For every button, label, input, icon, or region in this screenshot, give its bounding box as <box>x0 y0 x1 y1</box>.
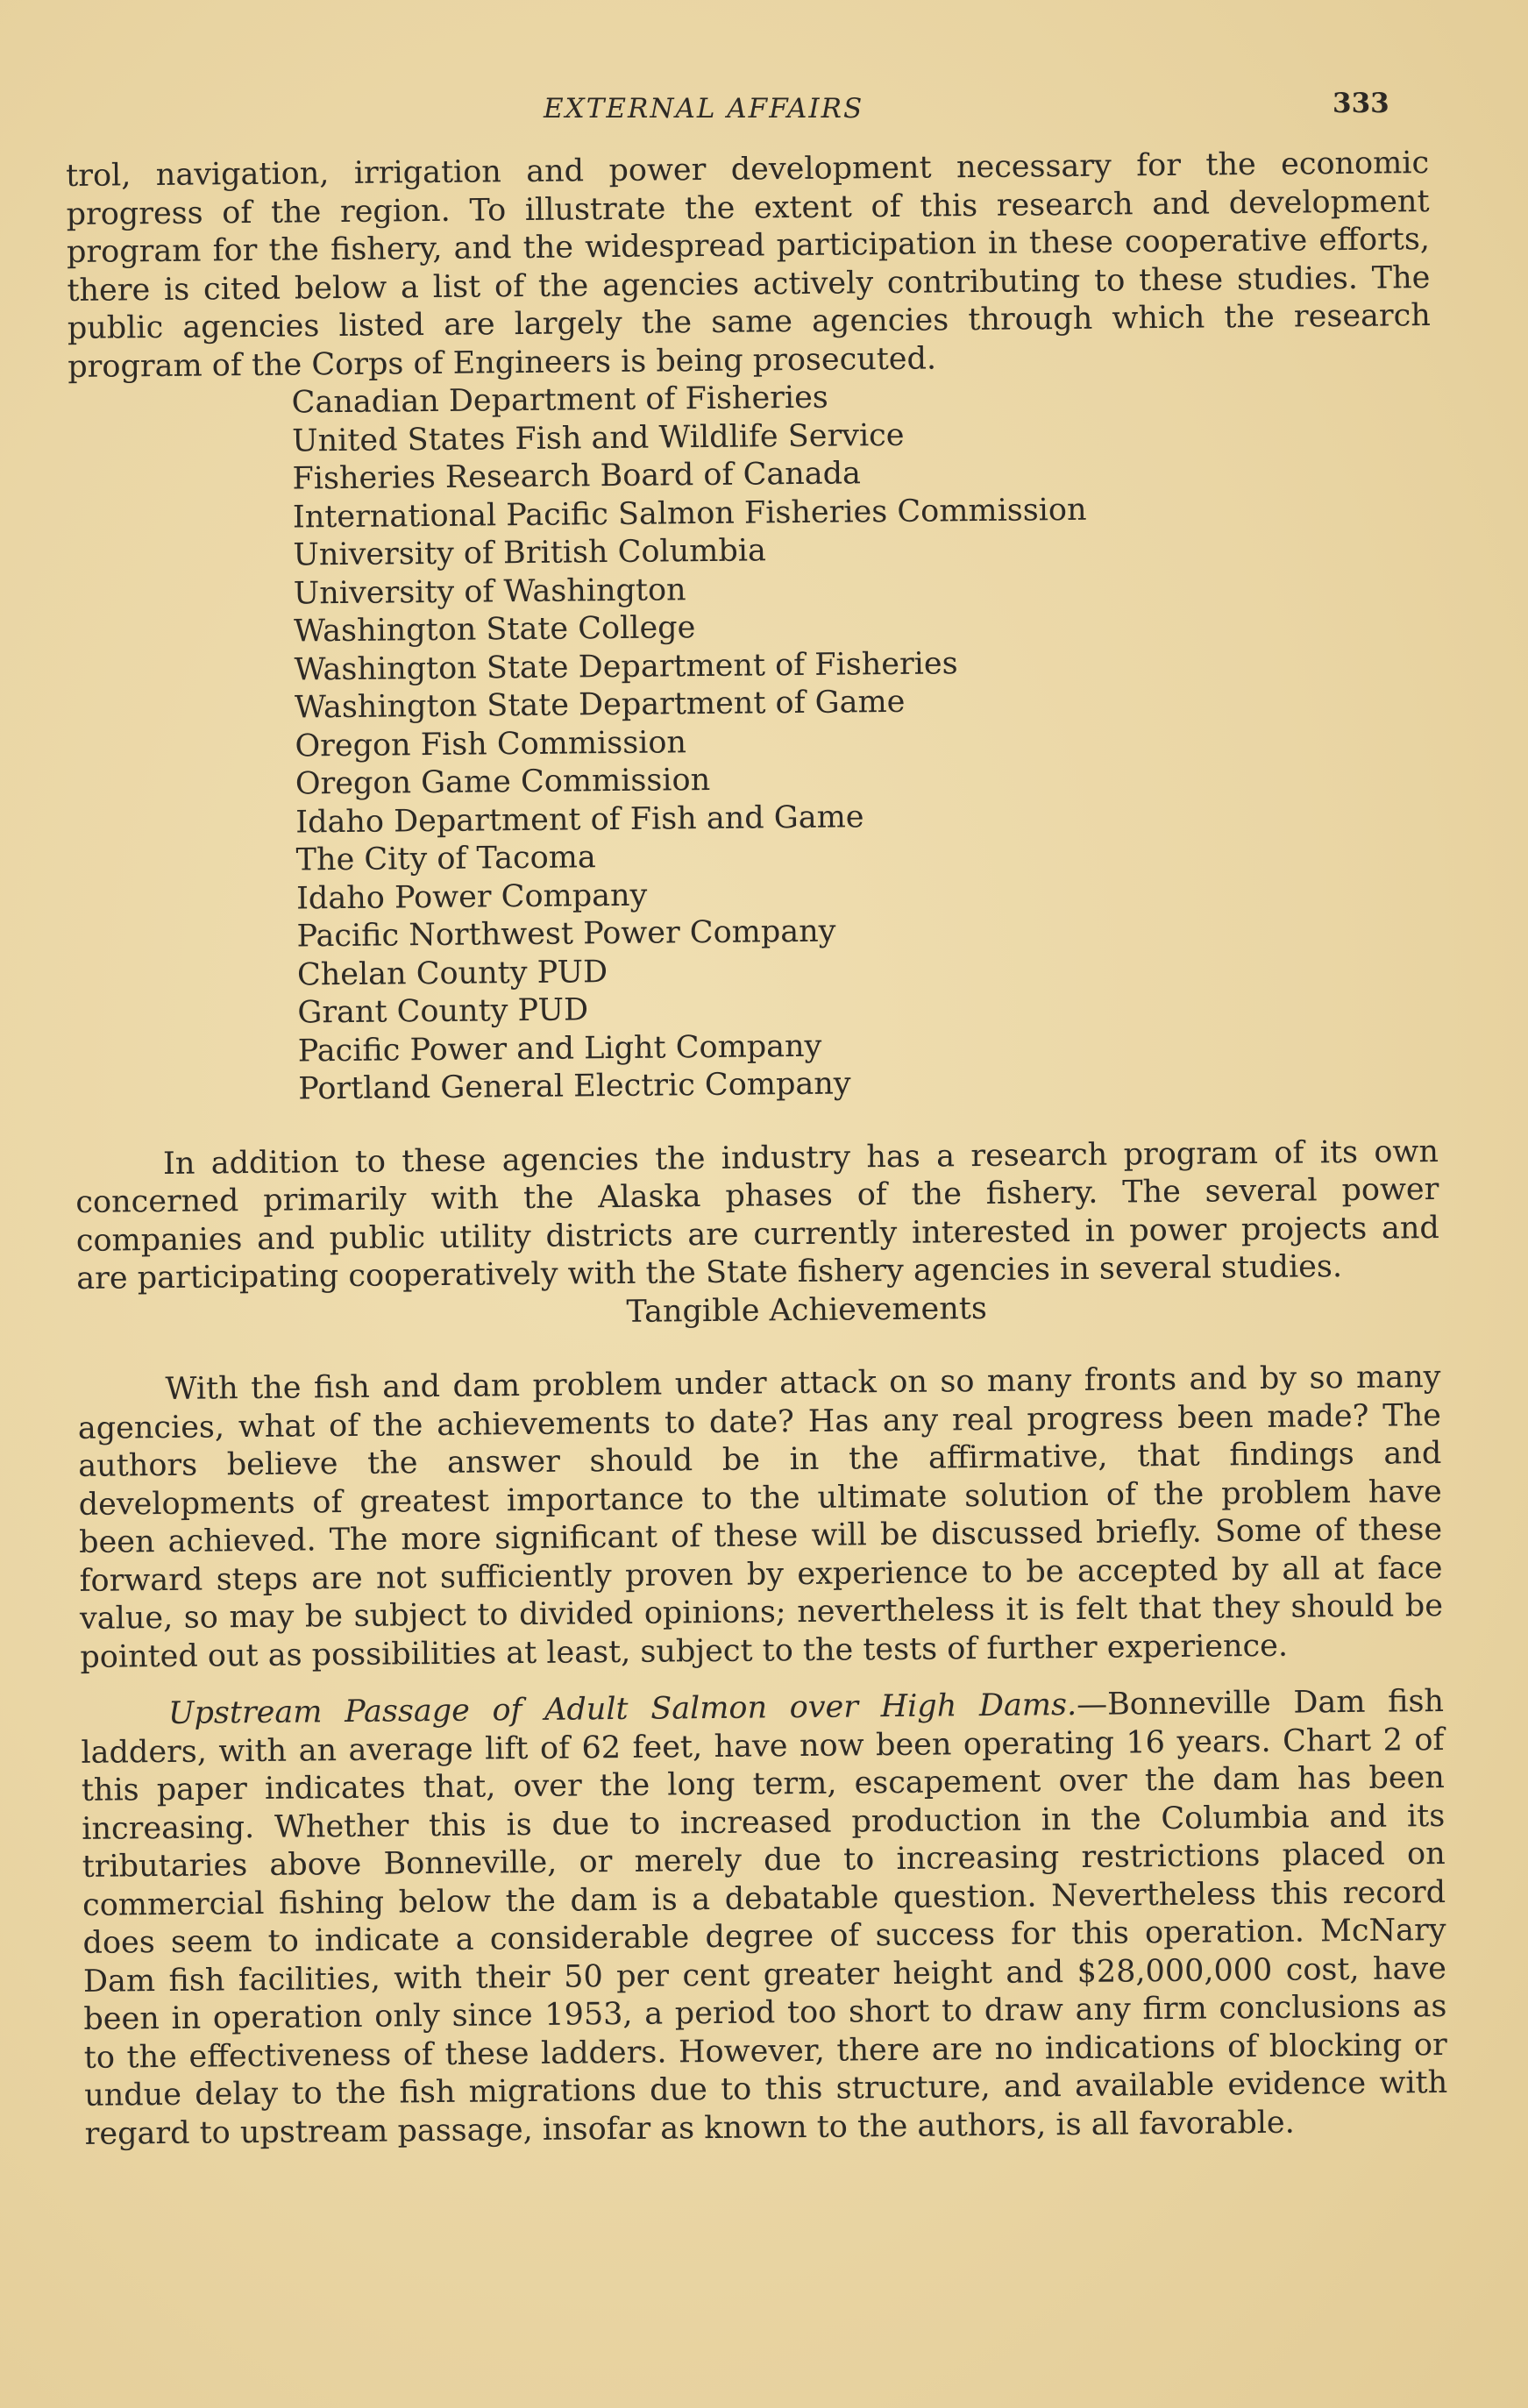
page-number: 333 <box>1333 88 1389 119</box>
agency-list <box>291 373 1438 1109</box>
list-item: Pacific Northwest Power Company <box>296 913 836 955</box>
running-head: EXTERNAL AFFAIRS <box>544 93 864 124</box>
list-item: Oregon Game Commission <box>295 762 711 802</box>
list-item: Fisheries Research Board of Canada <box>292 456 862 497</box>
list-item: United States Fish and Wildlife Service <box>291 417 905 459</box>
list-item: Grant County PUD <box>297 992 589 1031</box>
intro-paragraph: trol, navigation, irrigation and power development necessary for the economic progress of the region. To illustrate the extent of this research and development program for the fishery, and the widespread participation in these cooperative efforts, there is cited below a list of the agencies actively contributing to these studies. The public agencies listed are largely the same agencies through which the research program of the Corps of Engineers is being prosecuted. <box>66 146 1431 385</box>
upstream-passage-paragraph <box>81 1683 1448 2154</box>
page-header <box>0 88 1528 131</box>
list-item: University of Washington <box>293 572 686 612</box>
list-item: Washington State College <box>294 610 696 650</box>
list-item: University of British Columbia <box>293 533 767 573</box>
list-item: Portland General Electric Company <box>298 1066 851 1107</box>
list-item: Oregon Fish Commission <box>295 724 687 764</box>
list-item: Idaho Power Company <box>295 877 648 917</box>
upstream-passage-text: —Bonneville Dam fish ladders, with an average lift of 62 feet, have now been operating 16 years. Chart 2 of this paper indicates that, over the long term, escapement over the dam has been increasing. Whether this is due to increased production in the Columbia and its tributaries above Bonneville, or merely due to increasing restrictions placed on commercial fishing below the dam is a debatable question. Nevertheless this record does seem to indicate a considerable degree of success for this operation. McNary Dam fish facilities, with their 50 per cent greater height and $28,000,000 cost, have been in operation only since 1953, a period too short to draw any firm conclusions as to the effectiveness of these ladders. However, there are no indications of blocking or undue delay to the fish migrations due to this structure, and available evidence with regard to upstream passage, insofar as known to the authors, is all favorable. <box>81 1683 1448 2152</box>
industry-paragraph: In addition to these agencies the industry has a research program of its own concerned primarily with the Alaska phases of the fishery. The several power companies and public utility districts are currently interested in power projects and are participating cooperatively with the State fishery agencies in several studies. <box>75 1133 1439 1296</box>
run-in-title: Upstream Passage of Adult Salmon over High Dams. <box>167 1687 1077 1731</box>
list-item: Pacific Power and Light Company <box>297 1028 822 1069</box>
list-item: International Pacific Salmon Fisheries Commission <box>292 492 1087 536</box>
list-item: Canadian Department of Fisheries <box>291 380 828 421</box>
list-item: The City of Tacoma <box>295 840 596 878</box>
achievements-paragraph: With the fish and dam problem under attack on so many fronts and by so many agencies, what of the achievements to date? Has any real progress been made? The authors believe the answer should be in the affirmative, that findings and developments of greatest importance to the ultimate solution of the problem have been achieved. The more significant of these will be discussed briefly. Some of these forward steps are not sufficiently proven by experience to be accepted by all at face value, so may be subject to divided opinions; nevertheless it is felt that they should be pointed out as possibilities at least, subject to the tests of further experience. <box>77 1360 1444 1675</box>
section-heading: Tangible Achievements <box>626 1290 988 1330</box>
body-text <box>66 145 1448 2154</box>
list-item: Washington State Department of Fisheries <box>294 645 958 688</box>
list-item: Idaho Department of Fish and Game <box>295 799 864 841</box>
list-item: Chelan County PUD <box>296 954 608 993</box>
list-item: Washington State Department of Game <box>294 684 906 726</box>
